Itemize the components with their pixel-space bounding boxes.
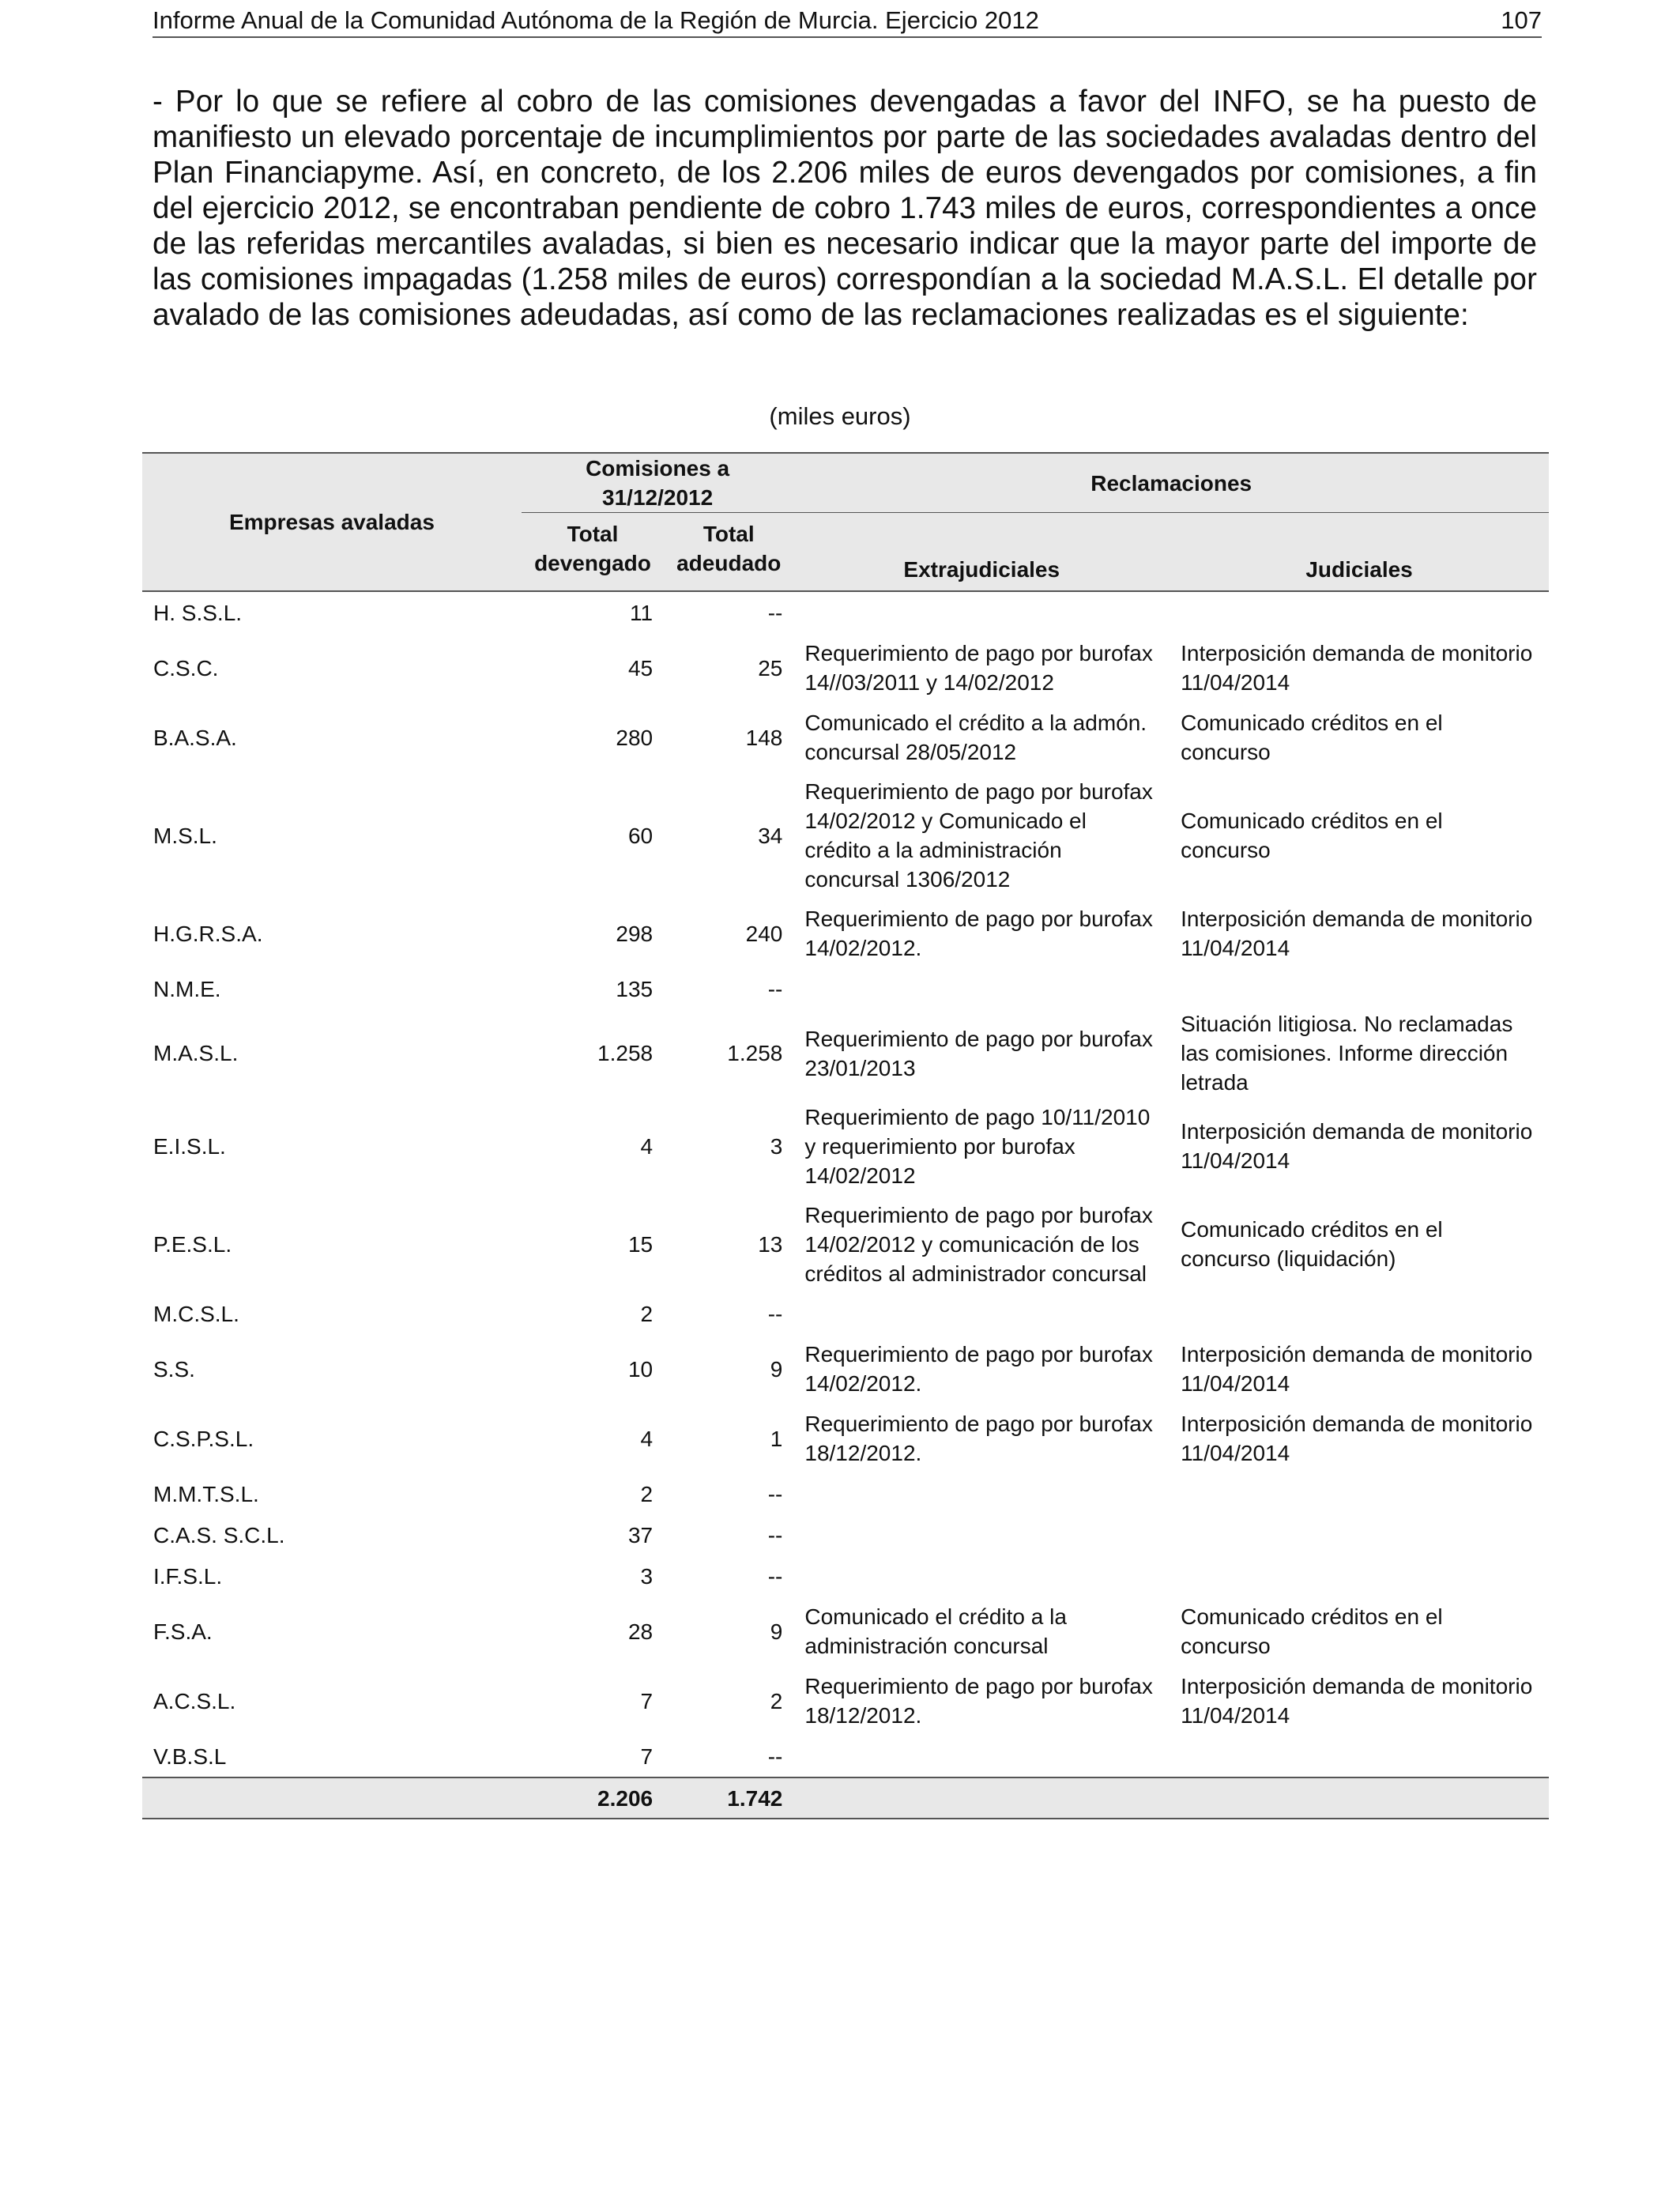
cell-empresa: I.F.S.L. xyxy=(153,1563,223,1589)
cell-adeudado: 148 xyxy=(745,725,783,750)
cell-adeudado: 1 xyxy=(770,1426,783,1451)
cell-adeudado: 25 xyxy=(758,655,783,680)
cell-empresa: V.B.S.L xyxy=(153,1744,227,1769)
table-row xyxy=(142,703,1549,772)
cell-devengado: 37 xyxy=(627,1522,654,1547)
header-total-adeudado-line1: Total xyxy=(703,522,755,546)
cell-devengado: 280 xyxy=(616,725,654,750)
cell-devengado: 15 xyxy=(627,1231,654,1257)
total-label-cell xyxy=(142,1777,522,1819)
table-row xyxy=(142,1555,1549,1596)
cell-empresa: H.G.R.S.A. xyxy=(153,921,263,946)
cell-empresa: C.A.S. S.C.L. xyxy=(153,1522,285,1547)
cell-adeudado: -- xyxy=(767,976,783,1001)
cell-adeudado: -- xyxy=(767,1481,783,1506)
units-caption: (miles euros) xyxy=(769,402,911,430)
cell-extrajudicial xyxy=(793,968,1170,1009)
report-title: Informe Anual de la Comunidad Autónoma de la Región de Murcia. Ejercicio 2012 xyxy=(153,6,1039,34)
cell-adeudado: -- xyxy=(767,1301,783,1326)
cell-judicial xyxy=(1170,1555,1549,1596)
cell-judicial: Comunicado créditos en el concurso xyxy=(1181,711,1443,764)
cell-extrajudicial xyxy=(793,1514,1170,1555)
cell-empresa: C.S.P.S.L. xyxy=(153,1426,254,1451)
cell-adeudado: -- xyxy=(767,1522,783,1547)
cell-devengado: 298 xyxy=(616,921,654,946)
cell-judicial: Comunicado créditos en el concurso (liquidación) xyxy=(1181,1217,1443,1271)
cell-judicial: Interposición demanda de monitorio 11/04/2014 xyxy=(1181,641,1533,695)
cell-extrajudicial: Comunicado el crédito a la admón. concursal 28/05/2012 xyxy=(804,711,1147,764)
header-total-adeudado xyxy=(664,513,793,592)
table-row xyxy=(142,1736,1549,1777)
cell-judicial xyxy=(1170,1293,1549,1334)
header-extrajudiciales: Extrajudiciales xyxy=(793,513,1170,592)
cell-devengado: 60 xyxy=(627,823,654,848)
table-row xyxy=(142,1293,1549,1334)
cell-devengado: 10 xyxy=(627,1356,654,1382)
cell-devengado: 45 xyxy=(627,655,654,680)
cell-extrajudicial xyxy=(793,1736,1170,1777)
cell-empresa: M.M.T.S.L. xyxy=(153,1481,259,1506)
page-number: 107 xyxy=(1501,6,1542,34)
table-row xyxy=(142,772,1549,899)
cell-empresa: H. S.S.L. xyxy=(153,600,243,625)
cell-judicial: Situación litigiosa. No reclamadas las comisiones. Informe dirección letrada xyxy=(1181,1012,1513,1095)
cell-extrajudicial: Requerimiento de pago por burofax 14//03/2011 y 14/02/2012 xyxy=(804,641,1153,695)
cell-extrajudicial: Requerimiento de pago por burofax 18/12/2012. xyxy=(804,1412,1153,1465)
cell-empresa: M.C.S.L. xyxy=(153,1301,239,1326)
cell-devengado: 4 xyxy=(640,1426,654,1451)
cell-adeudado: 2 xyxy=(770,1688,783,1713)
cell-judicial xyxy=(1170,968,1549,1009)
cell-empresa: B.A.S.A. xyxy=(153,725,237,750)
cell-judicial: Comunicado créditos en el concurso xyxy=(1181,1604,1443,1658)
comisiones-table xyxy=(142,452,1549,1819)
cell-empresa: E.I.S.L. xyxy=(153,1133,226,1159)
table-row xyxy=(142,1097,1549,1195)
header-comisiones: Comisiones a 31/12/2012 xyxy=(522,453,794,513)
cell-adeudado: 34 xyxy=(758,823,783,848)
total-row xyxy=(142,1777,1549,1819)
table-row xyxy=(142,1666,1549,1736)
cell-devengado: 135 xyxy=(616,976,654,1001)
cell-empresa: A.C.S.L. xyxy=(153,1688,236,1713)
cell-devengado: 1.258 xyxy=(597,1041,654,1065)
table-row xyxy=(142,1596,1549,1666)
table-row xyxy=(142,1009,1549,1097)
cell-extrajudicial: Requerimiento de pago por burofax 18/12/2012. xyxy=(804,1674,1153,1728)
cell-devengado: 2 xyxy=(640,1481,654,1506)
cell-devengado: 7 xyxy=(640,1744,654,1769)
cell-adeudado: 9 xyxy=(770,1356,783,1382)
cell-judicial: Interposición demanda de monitorio 11/04/2014 xyxy=(1181,1119,1533,1173)
cell-judicial xyxy=(1170,591,1549,633)
cell-judicial xyxy=(1170,1736,1549,1777)
header-total-devengado xyxy=(522,513,664,592)
cell-judicial xyxy=(1170,1514,1549,1555)
cell-devengado: 28 xyxy=(627,1619,654,1644)
cell-extrajudicial xyxy=(793,1555,1170,1596)
cell-adeudado: 240 xyxy=(745,921,783,946)
cell-extrajudicial: Requerimiento de pago por burofax 14/02/2012. xyxy=(804,907,1153,960)
cell-adeudado: 1.258 xyxy=(727,1041,783,1065)
table-row xyxy=(142,1334,1549,1404)
cell-extrajudicial: Requerimiento de pago 10/11/2010 y requerimiento por burofax 14/02/2012 xyxy=(804,1104,1151,1188)
cell-empresa: M.S.L. xyxy=(153,823,217,848)
cell-extrajudicial: Requerimiento de pago por burofax 14/02/2012 y comunicación de los créditos al administrador concursal xyxy=(804,1202,1153,1286)
cell-extrajudicial xyxy=(793,591,1170,633)
table-row xyxy=(142,1404,1549,1473)
cell-extrajudicial xyxy=(793,1293,1170,1334)
cell-empresa: C.S.C. xyxy=(153,655,219,680)
header-total-devengado-line1: Total xyxy=(567,522,619,546)
cell-devengado: 7 xyxy=(640,1688,654,1713)
table-row xyxy=(142,968,1549,1009)
cell-empresa: S.S. xyxy=(153,1356,195,1382)
cell-empresa: F.S.A. xyxy=(153,1619,213,1644)
page-header xyxy=(153,5,1542,38)
table-row xyxy=(142,1514,1549,1555)
table-row xyxy=(142,633,1549,703)
cell-devengado: 11 xyxy=(630,600,654,625)
cell-empresa: P.E.S.L. xyxy=(153,1231,232,1257)
cell-adeudado: 9 xyxy=(770,1619,783,1644)
cell-devengado: 2 xyxy=(640,1301,654,1326)
cell-adeudado: -- xyxy=(767,1563,783,1589)
cell-adeudado: 13 xyxy=(758,1231,783,1257)
cell-extrajudicial: Requerimiento de pago por burofax 23/01/2013 xyxy=(804,1026,1153,1080)
total-adeudado: 1.742 xyxy=(664,1777,793,1819)
cell-judicial: Interposición demanda de monitorio 11/04/2014 xyxy=(1181,907,1533,960)
cell-empresa: M.A.S.L. xyxy=(153,1041,239,1065)
cell-devengado: 3 xyxy=(640,1563,654,1589)
cell-extrajudicial: Requerimiento de pago por burofax 14/02/2012. xyxy=(804,1342,1153,1396)
body-paragraph: - Por lo que se refiere al cobro de las comisiones devengadas a favor del INFO, se ha puesto de manifiesto un elevado porcentaje de incumplimientos por parte de las sociedades avaladas dentro del Plan Financiapyme. Así, en concreto, de los 2.206 miles de euros devengados por comisiones, a fin del ejercicio 2012, se encontraban pendiente de cobro 1.743 miles de euros, correspondientes a once de las referidas mercantiles avaladas, si bien es necesario indicar que la mayor parte del importe de las comisiones impagadas (1.258 miles de euros) correspondían a la sociedad M.A.S.L. El detalle por avalado de las comisiones adeudadas, así como de las reclamaciones realizadas es el siguiente: xyxy=(153,85,1537,332)
header-empresas: Empresas avaladas xyxy=(142,453,522,591)
cell-adeudado: 3 xyxy=(770,1133,783,1159)
header-reclamaciones: Reclamaciones xyxy=(793,453,1549,513)
header-total-adeudado-line2: adeudado xyxy=(676,551,782,575)
cell-adeudado: -- xyxy=(767,1744,783,1769)
table-row xyxy=(142,899,1549,968)
cell-adeudado: -- xyxy=(767,600,783,625)
total-devengado: 2.206 xyxy=(522,1777,664,1819)
header-total-devengado-line2: devengado xyxy=(534,551,651,575)
table-row xyxy=(142,1473,1549,1514)
total-extrajudicial-cell xyxy=(793,1777,1170,1819)
cell-empresa: N.M.E. xyxy=(153,976,221,1001)
cell-extrajudicial: Comunicado el crédito a la administración concursal xyxy=(804,1604,1067,1658)
cell-judicial: Interposición demanda de monitorio 11/04/2014 xyxy=(1181,1674,1533,1728)
cell-extrajudicial: Requerimiento de pago por burofax 14/02/2012 y Comunicado el crédito a la administración concursal 1306/2012 xyxy=(804,779,1153,892)
table-row xyxy=(142,591,1549,633)
cell-judicial: Interposición demanda de monitorio 11/04/2014 xyxy=(1181,1342,1533,1396)
table-row xyxy=(142,1195,1549,1293)
header-judiciales: Judiciales xyxy=(1170,513,1549,592)
cell-judicial: Interposición demanda de monitorio 11/04/2014 xyxy=(1181,1412,1533,1465)
cell-judicial: Comunicado créditos en el concurso xyxy=(1181,809,1443,862)
cell-judicial xyxy=(1170,1473,1549,1514)
cell-devengado: 4 xyxy=(640,1133,654,1159)
cell-extrajudicial xyxy=(793,1473,1170,1514)
total-judicial-cell xyxy=(1170,1777,1549,1819)
